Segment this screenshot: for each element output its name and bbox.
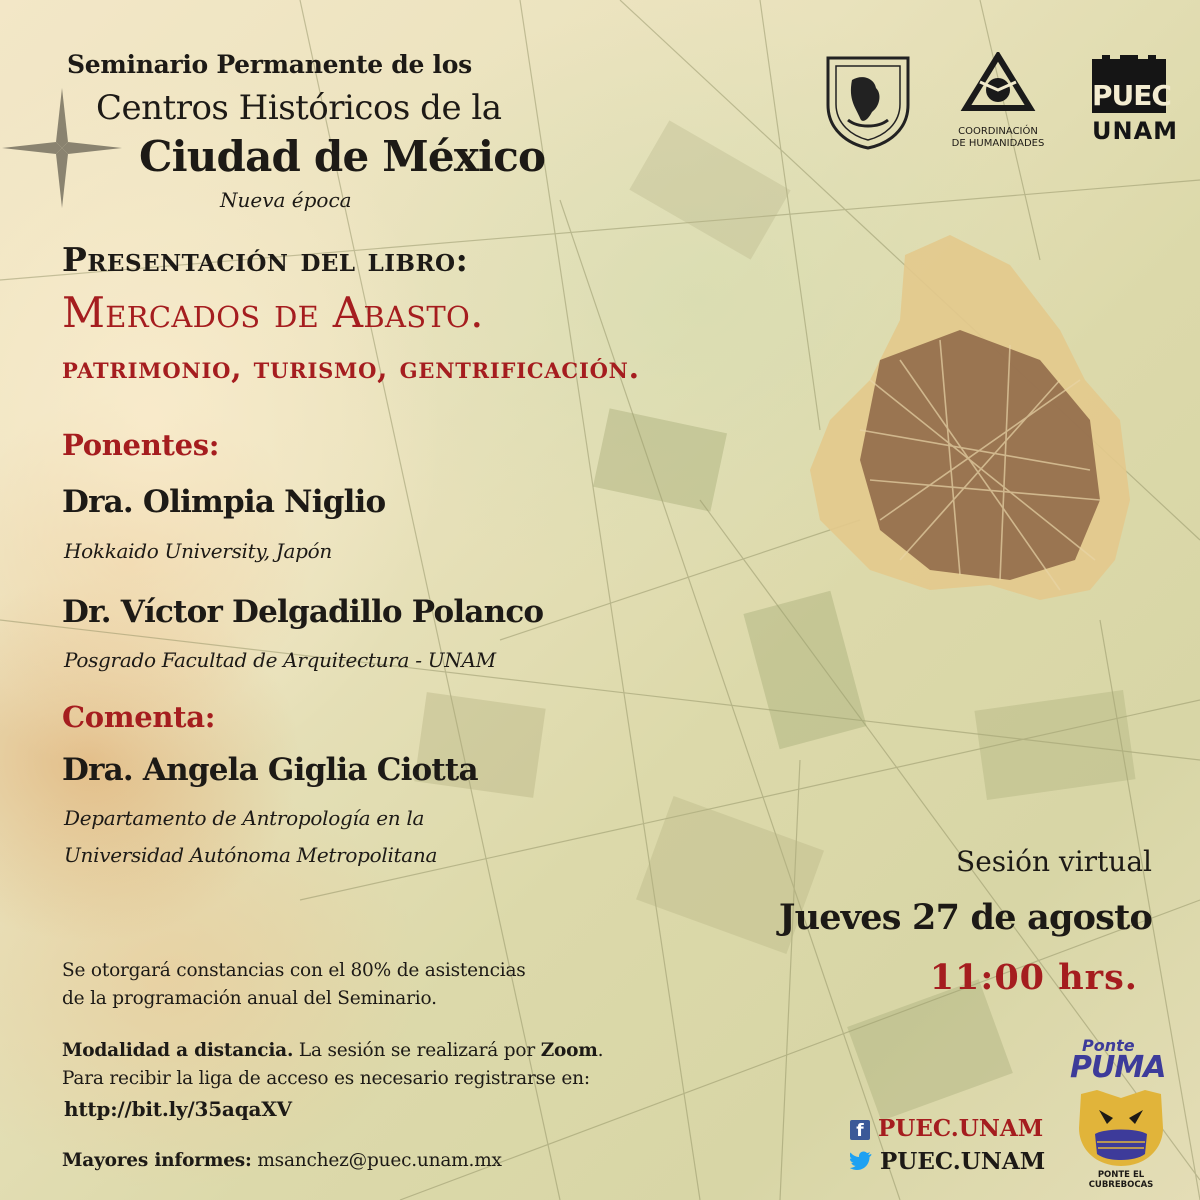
speakers-heading: Ponentes: xyxy=(62,428,220,462)
ponte-text: Ponte xyxy=(1082,1036,1135,1055)
castle-icon xyxy=(1092,55,1166,81)
ponte-caption: PONTE EL CUBREBOCAS xyxy=(1088,1170,1154,1190)
modality-end: . xyxy=(597,1040,604,1061)
coordinacion-line1: COORDINACIÓN xyxy=(958,126,1038,137)
speaker-name: Dr. Víctor Delgadillo Polanco xyxy=(62,594,544,630)
ponte-puma-logo xyxy=(1066,1036,1176,1190)
modality-platform: Zoom xyxy=(540,1040,598,1061)
certificate-note-line1: Se otorgará constancias con el 80% de asistencias xyxy=(62,960,526,981)
modality-label: Modalidad a distancia. xyxy=(62,1040,294,1061)
puma-text: PUMA xyxy=(1070,1050,1166,1085)
facebook-handle: PUEC.UNAM xyxy=(878,1115,1044,1142)
puec-text: PUEC xyxy=(1092,79,1171,112)
contact-note xyxy=(62,1150,502,1171)
coordinacion-humanidades-icon xyxy=(958,52,1038,122)
session-mode: Sesión virtual xyxy=(956,845,1152,878)
twitter-icon xyxy=(850,1150,872,1170)
unam-text: UNAM xyxy=(1092,117,1179,145)
commentator-heading: Comenta: xyxy=(62,700,216,734)
seminar-title-line3: Ciudad de México xyxy=(139,132,546,181)
speaker-affiliation: Posgrado Facultad de Arquitectura - UNAM xyxy=(64,648,496,672)
register-link[interactable]: http://bit.ly/35aqaXV xyxy=(64,1097,292,1121)
commentator-affiliation-line2: Universidad Autónoma Metropolitana xyxy=(64,843,438,867)
session-date: Jueves 27 de agosto xyxy=(778,897,1152,938)
twitter-link[interactable] xyxy=(850,1148,1045,1175)
book-subtitle: patrimonio, turismo, gentrificación. xyxy=(62,351,640,386)
facebook-icon: f xyxy=(850,1120,870,1140)
commentator-affiliation-line1: Departamento de Antropología en la xyxy=(64,806,425,830)
book-presentation-label: Presentación del libro: xyxy=(62,240,469,279)
twitter-handle: PUEC.UNAM xyxy=(880,1148,1046,1175)
seminar-edition: Nueva época xyxy=(220,188,352,212)
certificate-note-line2: de la programación anual del Seminario. xyxy=(62,988,437,1009)
puma-mask-icon xyxy=(1075,1088,1167,1168)
contact-label: Mayores informes: xyxy=(62,1150,252,1171)
seminar-title-line1: Seminario Permanente de los xyxy=(67,50,472,79)
facebook-link[interactable] xyxy=(850,1115,1043,1142)
book-title: Mercados de Abasto. xyxy=(62,288,484,337)
contact-email[interactable]: msanchez@puec.unam.mx xyxy=(251,1150,502,1171)
modality-text: La sesión se realizará por xyxy=(293,1040,541,1061)
unam-seal-icon xyxy=(818,50,918,150)
speaker-affiliation: Hokkaido University, Japón xyxy=(64,539,332,563)
register-note: Para recibir la liga de acceso es necesario registrarse en: xyxy=(62,1068,590,1089)
seminar-title-line2: Centros Históricos de la xyxy=(96,88,502,128)
modality-note xyxy=(62,1040,603,1061)
speaker-name: Dra. Olimpia Niglio xyxy=(62,484,386,520)
coordinacion-line2: DE HUMANIDADES xyxy=(951,138,1045,149)
session-time: 11:00 hrs. xyxy=(929,957,1138,998)
puec-logo xyxy=(1092,55,1179,147)
commentator-name: Dra. Angela Giglia Ciotta xyxy=(62,752,478,788)
